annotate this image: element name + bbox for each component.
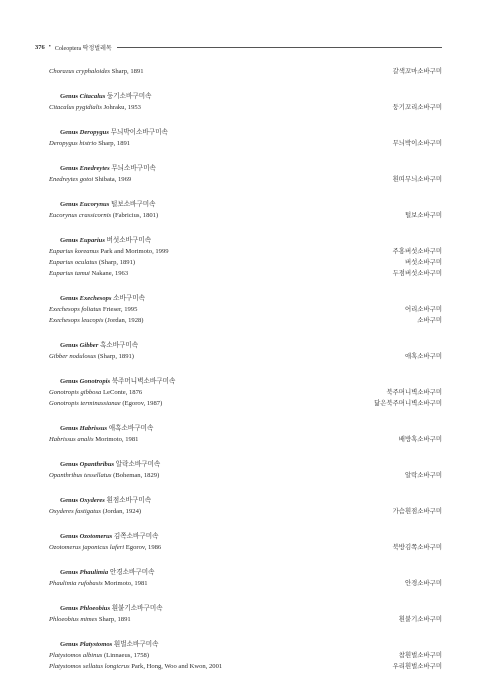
species-name: Exechesops leucopis [49, 317, 104, 324]
genus-block [49, 495, 442, 517]
species-korean-name: 애혹소바구미 [404, 353, 442, 360]
genus-korean-name: 무늬박이소바구미속 [110, 129, 168, 136]
genus-korean-name: 흰붙기소바구미속 [111, 605, 163, 612]
species-row [49, 398, 442, 409]
species-row [49, 351, 442, 362]
species-author: LeConte, 1876 [102, 389, 143, 396]
genus-korean-name: 김쪽소바구미속 [113, 533, 159, 540]
genus-korean-name: 둥기소바구미속 [106, 93, 152, 100]
species-name: Euparius koreanus [49, 248, 99, 255]
genus-block [49, 340, 442, 362]
genus-korean-name: 흰벌소바구미속 [113, 641, 159, 648]
species-entry [49, 174, 131, 185]
species-korean-name: 갈색꼬마소바구미 [392, 68, 442, 75]
genus-heading [49, 293, 442, 304]
species-author: (Egorov, 1987) [122, 400, 163, 407]
genus-block [49, 235, 442, 279]
genus-block [49, 199, 442, 221]
species-row [49, 387, 442, 398]
genus-block [49, 163, 442, 185]
species-row [49, 246, 442, 257]
genus-name: Exechesops [79, 295, 112, 302]
species-author: (Jordan, 1924) [102, 508, 142, 515]
species-korean-name: 가슴흰점소바구미 [392, 508, 442, 515]
genus-name: Citacalus [79, 93, 106, 100]
species-name: Exechesops foliatus [49, 306, 102, 313]
running-title: Coleoptera 딱정벌레목 [54, 45, 112, 52]
species-korean-name: 우리흰벌소바구미 [392, 663, 442, 670]
species-author: Park, Hong, Woo and Kwon, 2001 [131, 663, 223, 670]
genus-label: Genus [60, 129, 80, 136]
genus-heading [49, 340, 442, 351]
species-row [49, 210, 442, 221]
header-separator: • [48, 44, 51, 50]
species-korean-name: 흰붙기소바구미 [398, 616, 442, 623]
species-name: Gonotropis terminassianae [49, 400, 121, 407]
species-name: Platystomos sellatus longicrus [49, 663, 130, 670]
header-rule [117, 47, 442, 48]
species-author: Egorov, 1986 [125, 544, 162, 551]
genus-korean-name: 버섯소바구미속 [106, 237, 152, 244]
page-number: 376 [35, 43, 45, 51]
genus-korean-name: 안경소바구미속 [109, 569, 155, 576]
genus-label: Genus [60, 533, 80, 540]
genus-block [49, 127, 442, 149]
species-list [49, 66, 442, 672]
species-entry [49, 650, 149, 661]
species-author: Frieser, 1995 [102, 306, 138, 313]
genus-label: Genus [60, 295, 80, 302]
genus-block [49, 531, 442, 553]
genus-block [49, 91, 442, 113]
species-row [49, 66, 442, 77]
species-author: (Jordan, 1928) [105, 317, 144, 324]
species-author: (Fabricius, 1801) [112, 212, 159, 219]
genus-block [49, 376, 442, 409]
species-korean-name: 둥기꼬리소바구미 [392, 104, 442, 111]
genus-label: Genus [60, 165, 80, 172]
species-row [49, 614, 442, 625]
species-row [49, 578, 442, 589]
genus-label: Genus [60, 569, 80, 576]
genus-name: Opanthribus [79, 461, 115, 468]
species-entry [49, 542, 161, 553]
genus-heading [49, 531, 442, 542]
genus-label: Genus [60, 497, 80, 504]
species-author: Johraku, 1953 [103, 104, 141, 111]
species-entry [49, 351, 134, 362]
genus-name: Enedreytes [79, 165, 110, 172]
genus-block [49, 66, 442, 77]
genus-korean-name: 혹소바구미속 [99, 342, 139, 349]
species-korean-name: 소바구미 [417, 317, 442, 324]
species-row [49, 174, 442, 185]
species-author: (Boheman, 1829) [113, 472, 160, 479]
species-name: Phaulimia rufobasis [49, 580, 103, 587]
species-author: Park and Morimoto, 1999 [100, 248, 169, 255]
species-entry [49, 315, 144, 326]
species-entry [49, 268, 128, 279]
species-korean-name: 버섯소바구미 [404, 259, 442, 266]
species-row [49, 257, 442, 268]
species-name: Euparius tamui [49, 270, 90, 277]
species-row [49, 542, 442, 553]
genus-block [49, 423, 442, 445]
genus-label: Genus [60, 342, 80, 349]
species-entry [49, 506, 141, 517]
page-header [35, 41, 442, 53]
species-entry [49, 578, 148, 589]
genus-name: Phaulimia [79, 569, 109, 576]
species-entry [49, 398, 162, 409]
species-name: Gonotropis gibbosa [49, 389, 102, 396]
genus-korean-name: 소바구미속 [113, 295, 145, 302]
species-row [49, 315, 442, 326]
genus-name: Habrissus [79, 425, 108, 432]
species-author: (Linnaeus, 1758) [103, 652, 150, 659]
species-row [49, 506, 442, 517]
species-name: Platystomos albinus [49, 652, 103, 659]
species-name: Deropygus histrio [49, 140, 97, 147]
species-row [49, 102, 442, 113]
genus-name: Euparius [79, 237, 105, 244]
genus-label: Genus [60, 605, 80, 612]
species-korean-name: 어리소바구미 [404, 306, 442, 313]
species-korean-name: 주홍버섯소바구미 [392, 248, 442, 255]
genus-heading [49, 495, 442, 506]
species-korean-name: 알락소바구미 [404, 472, 442, 479]
species-entry [49, 102, 141, 113]
genus-name: Gonotropis [79, 378, 111, 385]
species-name: Opanthribus tessellatus [49, 472, 112, 479]
species-entry [49, 246, 169, 257]
species-author: (Sharp, 1891) [97, 353, 134, 360]
species-name: Chorагus cryphaloides [49, 68, 110, 75]
species-row [49, 268, 442, 279]
genus-name: Oxyderes [79, 497, 105, 504]
species-name: Phloeobius mimes [49, 616, 98, 623]
genus-heading [49, 376, 442, 387]
species-korean-name: 안경소바구미 [404, 580, 442, 587]
genus-heading [49, 127, 442, 138]
species-entry [49, 304, 137, 315]
genus-heading [49, 199, 442, 210]
genus-label: Genus [60, 461, 80, 468]
genus-label: Genus [60, 93, 80, 100]
genus-block [49, 293, 442, 326]
genus-heading [49, 639, 442, 650]
species-entry [49, 66, 144, 77]
species-name: Euparius oculatus [49, 259, 98, 266]
genus-label: Genus [60, 378, 80, 385]
genus-heading [49, 423, 442, 434]
species-korean-name: 배방혹소바구미 [398, 436, 442, 443]
species-name: Habrissus analis [49, 436, 94, 443]
species-author: Sharp, 1891 [98, 616, 131, 623]
species-korean-name: 북주머니벽소바구미 [386, 389, 442, 396]
genus-name: Deropygus [79, 129, 109, 136]
genus-heading [49, 91, 442, 102]
species-entry [49, 614, 131, 625]
species-korean-name: 털보소바구미 [404, 212, 442, 219]
species-name: Enedreytes gotoi [49, 176, 94, 183]
genus-name: Eucorynus [79, 201, 110, 208]
species-entry [49, 661, 222, 672]
genus-name: Ozotomerus [79, 533, 113, 540]
species-name: Gibber nodulosus [49, 353, 97, 360]
species-entry [49, 470, 159, 481]
species-row [49, 304, 442, 315]
species-korean-name: 무늬박이소바구미 [392, 140, 442, 147]
species-author: Sharp, 1891 [111, 68, 144, 75]
genus-heading [49, 567, 442, 578]
species-author: Shibata, 1969 [94, 176, 132, 183]
genus-heading [49, 603, 442, 614]
genus-heading [49, 459, 442, 470]
species-entry [49, 210, 158, 221]
species-author: (Sharp, 1891) [98, 259, 136, 266]
genus-name: Platystomos [79, 641, 113, 648]
species-author: Morimoto, 1981 [95, 436, 139, 443]
genus-korean-name: 흰점소바구미속 [106, 497, 152, 504]
species-entry [49, 257, 135, 268]
species-entry [49, 387, 142, 398]
species-row [49, 434, 442, 445]
genus-label: Genus [60, 201, 80, 208]
species-name: Oxyderes fastigatus [49, 508, 101, 515]
species-name: Citacalus pygidialis [49, 104, 102, 111]
genus-block [49, 567, 442, 589]
genus-korean-name: 북주머니벽소바구미속 [111, 378, 176, 385]
species-korean-name: 북방김쪽소바구미 [392, 544, 442, 551]
species-row [49, 138, 442, 149]
species-korean-name: 두점버섯소바구미 [392, 270, 442, 277]
species-name: Ozotomerus japonicus laferi [49, 544, 125, 551]
species-korean-name: 닮은북주머니벽소바구미 [374, 400, 442, 407]
genus-label: Genus [60, 425, 80, 432]
genus-heading [49, 163, 442, 174]
species-row [49, 661, 442, 672]
species-korean-name: 참흰벌소바구미 [398, 652, 442, 659]
genus-korean-name: 무늬소바구미속 [111, 165, 156, 172]
species-row [49, 650, 442, 661]
genus-name: Gibber [79, 342, 99, 349]
species-row [49, 470, 442, 481]
genus-korean-name: 알락소바구미속 [115, 461, 161, 468]
genus-block [49, 603, 442, 625]
species-entry [49, 434, 138, 445]
species-name: Eucorynus crassicornis [49, 212, 112, 219]
species-entry [49, 138, 130, 149]
genus-korean-name: 애혹소바구미속 [108, 425, 154, 432]
genus-korean-name: 털보소바구미속 [110, 201, 156, 208]
genus-label: Genus [60, 641, 80, 648]
genus-block [49, 459, 442, 481]
genus-heading [49, 235, 442, 246]
genus-label: Genus [60, 237, 80, 244]
species-author: Nakane, 1963 [91, 270, 129, 277]
genus-name: Phloeobius [79, 605, 111, 612]
species-author: Morimoto, 1981 [104, 580, 148, 587]
genus-block [49, 639, 442, 672]
species-author: Sharp, 1891 [98, 140, 131, 147]
species-korean-name: 흰띠무늬소바구미 [392, 176, 442, 183]
